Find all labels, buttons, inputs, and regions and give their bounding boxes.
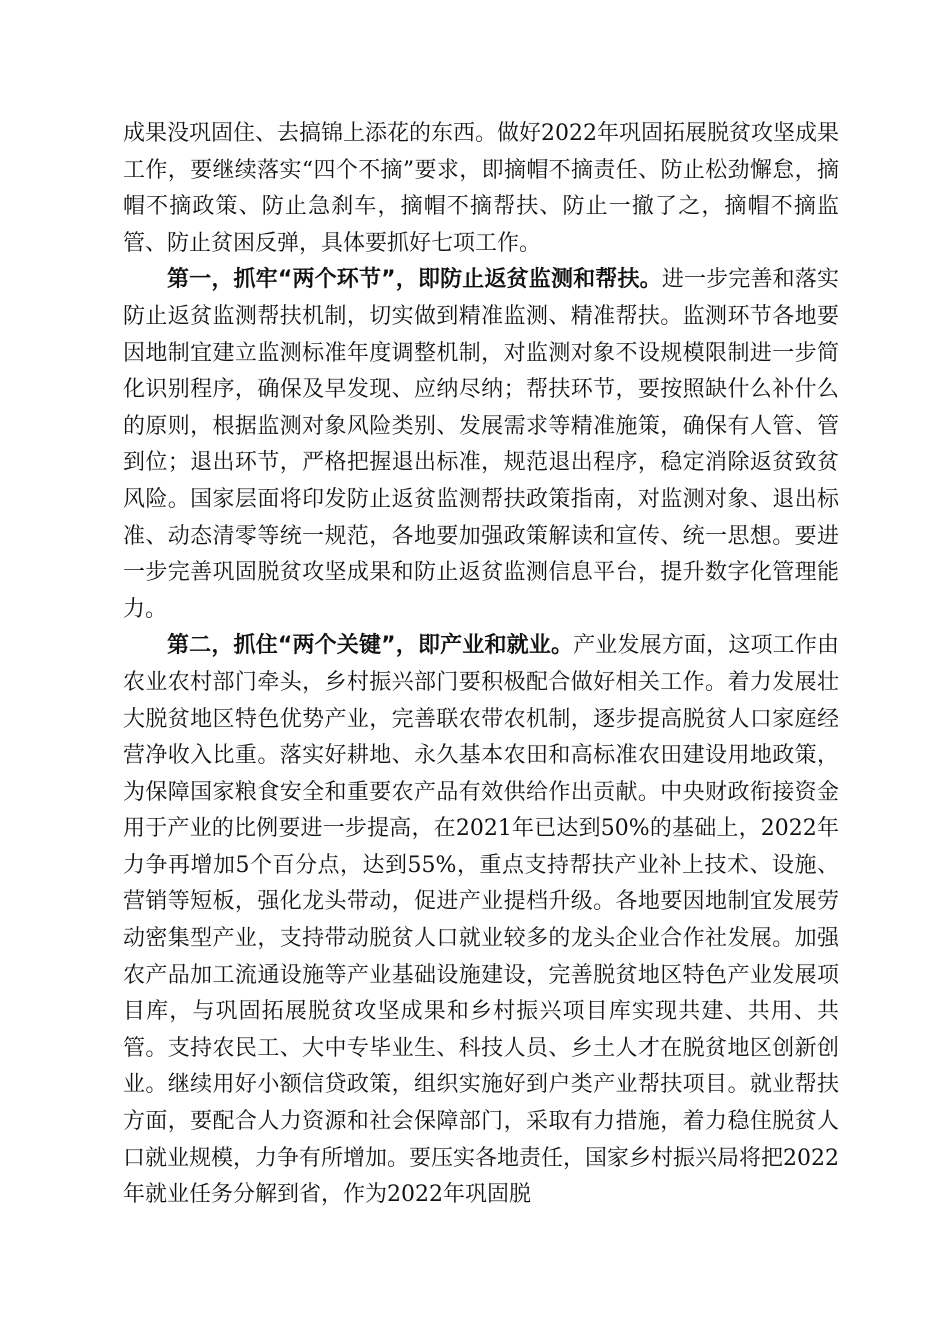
paragraph-intro-continuation	[123, 116, 839, 262]
paragraph-2-body: 进一步完善和落实防止返贫监测帮扶机制，切实做到精准监测、精准帮扶。监测环节各地要因地制宜建立监测标准年度调整机制，对监测对象不设规模限制进一步简化识别程序，确保及早发现、应纳尽纳；帮扶环节，要按照缺什么补什么的原则，根据监测对象风险类别、发展需求等精准施策，确保有人管、管到位；退出环节，严格把握退出标准，规范退出程序，稳定消除返贫致贫风险。国家层面将印发防止返贫监测帮扶政策指南，对监测对象、退出标准、动态清零等统一规范，各地要加强政策解读和宣传、统一思想。要进一步完善巩固脱贫攻坚成果和防止返贫监测信息平台，提升数字化管理能力。	[123, 267, 839, 622]
paragraph-second-task	[123, 628, 839, 1214]
paragraph-3-heading: 第二，抓住“两个关键”，即产业和就业。	[167, 633, 574, 659]
paragraph-1-body: 成果没巩固住、去搞锦上添花的东西。做好2022年巩固拓展脱贫攻坚成果工作，要继续落实“四个不摘”要求，即摘帽不摘责任、防止松劲懈怠，摘帽不摘政策、防止急刹车，摘帽不摘帮扶、防止一撤了之，摘帽不摘监管、防止贫困反弹，具体要抓好七项工作。	[123, 121, 839, 256]
document-body	[123, 116, 839, 1214]
paragraph-first-task	[123, 262, 839, 628]
paragraph-3-body: 产业发展方面，这项工作由农业农村部门牵头，乡村振兴部门要积极配合做好相关工作。着力发展壮大脱贫地区特色优势产业，完善联农带农机制，逐步提高脱贫人口家庭经营净收入比重。落实好耕地、永久基本农田和高标准农田建设用地政策，为保障国家粮食安全和重要农产品有效供给作出贡献。中央财政衔接资金用于产业的比例要进一步提高，在2021年已达到50%的基础上，2022年力争再增加5个百分点，达到55%，重点支持帮扶产业补上技术、设施、营销等短板，强化龙头带动，促进产业提档升级。各地要因地制宜发展劳动密集型产业，支持带动脱贫人口就业较多的龙头企业合作社发展。加强农产品加工流通设施等产业基础设施建设，完善脱贫地区特色产业发展项目库，与巩固拓展脱贫攻坚成果和乡村振兴项目库实现共建、共用、共管。支持农民工、大中专毕业生、科技人员、乡土人才在脱贫地区创新创业。继续用好小额信贷政策，组织实施好到户类产业帮扶项目。就业帮扶方面，要配合人力资源和社会保障部门，采取有力措施，着力稳住脱贫人口就业规模，力争有所增加。要压实各地责任，国家乡村振兴局将把2022年就业任务分解到省，作为2022年巩固脱	[123, 633, 839, 1208]
paragraph-2-heading: 第一，抓牢“两个环节”，即防止返贫监测和帮扶。	[167, 267, 662, 293]
